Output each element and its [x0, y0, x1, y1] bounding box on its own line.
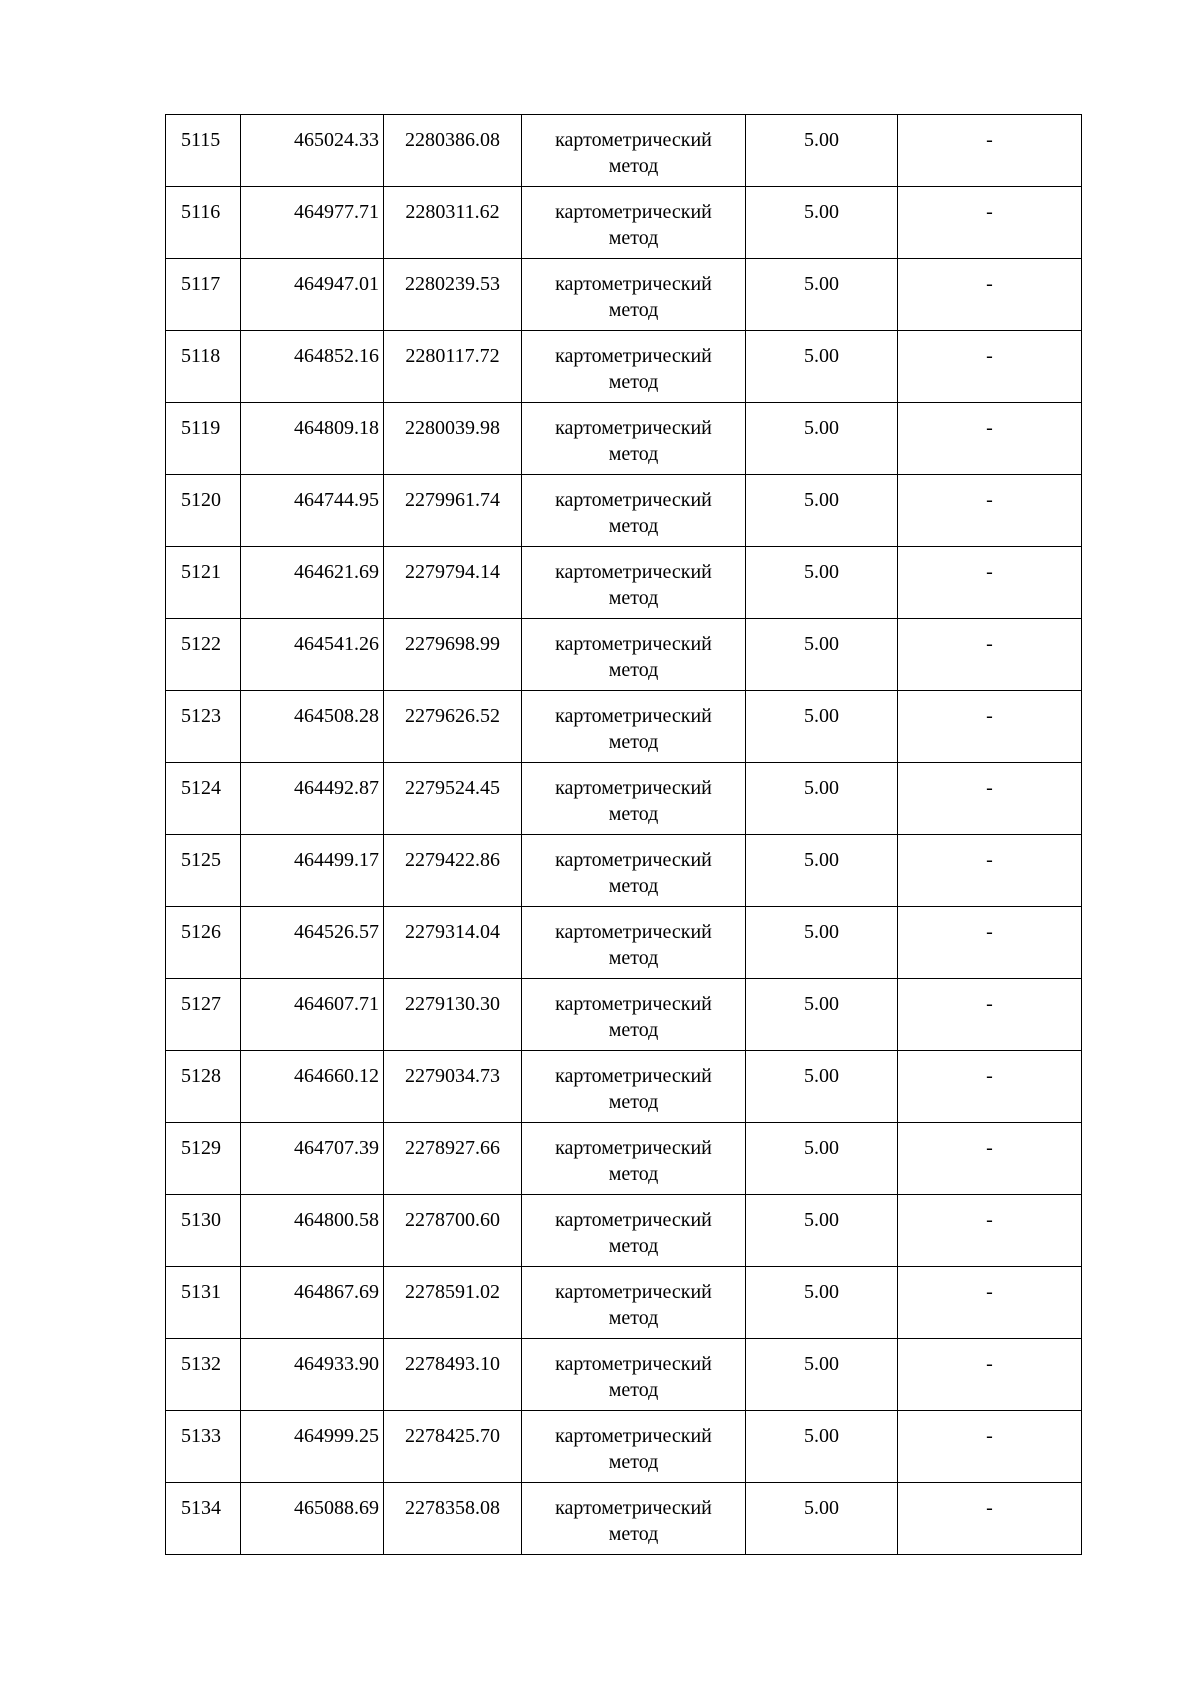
note-cell: -	[898, 1339, 1082, 1411]
accuracy-cell: 5.00	[746, 1267, 898, 1339]
x-coordinate-cell: 464508.28	[241, 691, 384, 763]
method-cell	[522, 1339, 746, 1411]
accuracy-cell: 5.00	[746, 763, 898, 835]
table-row	[166, 835, 1082, 907]
y-coordinate-cell: 2279698.99	[384, 619, 522, 691]
method-cell	[522, 403, 746, 475]
x-coordinate-cell: 464867.69	[241, 1267, 384, 1339]
x-coordinate-cell: 464947.01	[241, 259, 384, 331]
x-coordinate-cell: 464933.90	[241, 1339, 384, 1411]
y-coordinate-cell: 2278493.10	[384, 1339, 522, 1411]
method-cell	[522, 1123, 746, 1195]
note-cell: -	[898, 547, 1082, 619]
point-number-cell: 5125	[166, 835, 241, 907]
table-row	[166, 1411, 1082, 1483]
accuracy-cell: 5.00	[746, 1339, 898, 1411]
table-row	[166, 979, 1082, 1051]
table-row	[166, 187, 1082, 259]
y-coordinate-cell: 2279314.04	[384, 907, 522, 979]
note-cell: -	[898, 115, 1082, 187]
point-number-cell: 5123	[166, 691, 241, 763]
table-row	[166, 1267, 1082, 1339]
y-coordinate-cell: 2278358.08	[384, 1483, 522, 1555]
method-text-line1: картометрический	[555, 417, 712, 439]
y-coordinate-cell: 2278591.02	[384, 1267, 522, 1339]
method-text-line1: картометрический	[555, 921, 712, 943]
y-coordinate-cell: 2279130.30	[384, 979, 522, 1051]
note-cell: -	[898, 1195, 1082, 1267]
note-cell: -	[898, 1123, 1082, 1195]
x-coordinate-cell: 464707.39	[241, 1123, 384, 1195]
point-number-cell: 5119	[166, 403, 241, 475]
method-text-line2: метод	[608, 1091, 659, 1113]
point-number-cell: 5130	[166, 1195, 241, 1267]
x-coordinate-cell: 464526.57	[241, 907, 384, 979]
accuracy-cell: 5.00	[746, 187, 898, 259]
y-coordinate-cell: 2279524.45	[384, 763, 522, 835]
accuracy-cell: 5.00	[746, 1195, 898, 1267]
note-cell: -	[898, 1051, 1082, 1123]
method-cell	[522, 1483, 746, 1555]
method-cell	[522, 979, 746, 1051]
table-row	[166, 1123, 1082, 1195]
method-text-line2: метод	[608, 875, 659, 897]
note-cell: -	[898, 1267, 1082, 1339]
note-cell: -	[898, 979, 1082, 1051]
method-cell	[522, 691, 746, 763]
note-cell: -	[898, 763, 1082, 835]
note-cell: -	[898, 403, 1082, 475]
method-text-line1: картометрический	[555, 1137, 712, 1159]
method-text-line1: картометрический	[555, 777, 712, 799]
point-number-cell: 5133	[166, 1411, 241, 1483]
method-cell	[522, 907, 746, 979]
method-cell	[522, 115, 746, 187]
method-text-line2: метод	[608, 1019, 659, 1041]
x-coordinate-cell: 464800.58	[241, 1195, 384, 1267]
x-coordinate-cell: 464977.71	[241, 187, 384, 259]
method-text-line2: метод	[608, 587, 659, 609]
note-cell: -	[898, 187, 1082, 259]
accuracy-cell: 5.00	[746, 1051, 898, 1123]
accuracy-cell: 5.00	[746, 475, 898, 547]
table-row	[166, 547, 1082, 619]
method-cell	[522, 1051, 746, 1123]
method-text-line2: метод	[608, 1523, 659, 1545]
method-cell	[522, 331, 746, 403]
accuracy-cell: 5.00	[746, 331, 898, 403]
accuracy-cell: 5.00	[746, 1411, 898, 1483]
point-number-cell: 5124	[166, 763, 241, 835]
table-row	[166, 403, 1082, 475]
point-number-cell: 5115	[166, 115, 241, 187]
table-row	[166, 259, 1082, 331]
method-cell	[522, 1411, 746, 1483]
method-text-line2: метод	[608, 1451, 659, 1473]
method-cell	[522, 475, 746, 547]
y-coordinate-cell: 2278927.66	[384, 1123, 522, 1195]
method-text-line2: метод	[608, 1163, 659, 1185]
note-cell: -	[898, 619, 1082, 691]
method-cell	[522, 835, 746, 907]
method-text-line1: картометрический	[555, 1497, 712, 1519]
y-coordinate-cell: 2280386.08	[384, 115, 522, 187]
y-coordinate-cell: 2280311.62	[384, 187, 522, 259]
table-row	[166, 475, 1082, 547]
y-coordinate-cell: 2279422.86	[384, 835, 522, 907]
point-number-cell: 5131	[166, 1267, 241, 1339]
x-coordinate-cell: 465024.33	[241, 115, 384, 187]
table-row	[166, 763, 1082, 835]
accuracy-cell: 5.00	[746, 1483, 898, 1555]
accuracy-cell: 5.00	[746, 1123, 898, 1195]
method-text-line2: метод	[608, 155, 659, 177]
method-text-line1: картометрический	[555, 345, 712, 367]
point-number-cell: 5118	[166, 331, 241, 403]
note-cell: -	[898, 1483, 1082, 1555]
method-cell	[522, 1195, 746, 1267]
table-row	[166, 1051, 1082, 1123]
y-coordinate-cell: 2280239.53	[384, 259, 522, 331]
coordinates-table-body	[166, 115, 1082, 1555]
point-number-cell: 5120	[166, 475, 241, 547]
table-row	[166, 619, 1082, 691]
y-coordinate-cell: 2278700.60	[384, 1195, 522, 1267]
method-text-line1: картометрический	[555, 489, 712, 511]
accuracy-cell: 5.00	[746, 979, 898, 1051]
table-row	[166, 691, 1082, 763]
point-number-cell: 5127	[166, 979, 241, 1051]
method-text-line1: картометрический	[555, 1209, 712, 1231]
accuracy-cell: 5.00	[746, 403, 898, 475]
note-cell: -	[898, 907, 1082, 979]
method-text-line1: картометрический	[555, 1065, 712, 1087]
method-text-line1: картометрический	[555, 561, 712, 583]
method-cell	[522, 1267, 746, 1339]
accuracy-cell: 5.00	[746, 691, 898, 763]
method-text-line2: метод	[608, 371, 659, 393]
note-cell: -	[898, 475, 1082, 547]
y-coordinate-cell: 2280117.72	[384, 331, 522, 403]
method-text-line2: метод	[608, 515, 659, 537]
y-coordinate-cell: 2279034.73	[384, 1051, 522, 1123]
table-row	[166, 331, 1082, 403]
x-coordinate-cell: 464499.17	[241, 835, 384, 907]
method-text-line1: картометрический	[555, 993, 712, 1015]
note-cell: -	[898, 1411, 1082, 1483]
table-row	[166, 907, 1082, 979]
method-cell	[522, 763, 746, 835]
accuracy-cell: 5.00	[746, 259, 898, 331]
method-text-line1: картометрический	[555, 1353, 712, 1375]
point-number-cell: 5134	[166, 1483, 241, 1555]
method-cell	[522, 547, 746, 619]
point-number-cell: 5117	[166, 259, 241, 331]
x-coordinate-cell: 465088.69	[241, 1483, 384, 1555]
x-coordinate-cell: 464621.69	[241, 547, 384, 619]
method-text-line2: метод	[608, 443, 659, 465]
method-text-line2: метод	[608, 659, 659, 681]
point-number-cell: 5126	[166, 907, 241, 979]
method-cell	[522, 619, 746, 691]
method-text-line1: картометрический	[555, 201, 712, 223]
method-text-line1: картометрический	[555, 633, 712, 655]
y-coordinate-cell: 2278425.70	[384, 1411, 522, 1483]
x-coordinate-cell: 464541.26	[241, 619, 384, 691]
point-number-cell: 5122	[166, 619, 241, 691]
method-text-line1: картометрический	[555, 1425, 712, 1447]
note-cell: -	[898, 691, 1082, 763]
y-coordinate-cell: 2279794.14	[384, 547, 522, 619]
accuracy-cell: 5.00	[746, 835, 898, 907]
method-text-line2: метод	[608, 731, 659, 753]
method-cell	[522, 259, 746, 331]
method-text-line2: метод	[608, 227, 659, 249]
x-coordinate-cell: 464809.18	[241, 403, 384, 475]
method-text-line1: картометрический	[555, 129, 712, 151]
method-text-line2: метод	[608, 947, 659, 969]
method-cell	[522, 187, 746, 259]
table-row	[166, 1483, 1082, 1555]
method-text-line1: картометрический	[555, 705, 712, 727]
x-coordinate-cell: 464492.87	[241, 763, 384, 835]
y-coordinate-cell: 2279626.52	[384, 691, 522, 763]
point-number-cell: 5128	[166, 1051, 241, 1123]
point-number-cell: 5129	[166, 1123, 241, 1195]
coordinates-table	[165, 114, 1082, 1555]
accuracy-cell: 5.00	[746, 619, 898, 691]
note-cell: -	[898, 331, 1082, 403]
accuracy-cell: 5.00	[746, 115, 898, 187]
method-text-line2: метод	[608, 1379, 659, 1401]
method-text-line2: метод	[608, 803, 659, 825]
method-text-line1: картометрический	[555, 273, 712, 295]
method-text-line1: картометрический	[555, 1281, 712, 1303]
y-coordinate-cell: 2279961.74	[384, 475, 522, 547]
method-text-line1: картометрический	[555, 849, 712, 871]
point-number-cell: 5121	[166, 547, 241, 619]
accuracy-cell: 5.00	[746, 907, 898, 979]
x-coordinate-cell: 464607.71	[241, 979, 384, 1051]
x-coordinate-cell: 464744.95	[241, 475, 384, 547]
y-coordinate-cell: 2280039.98	[384, 403, 522, 475]
note-cell: -	[898, 259, 1082, 331]
table-row	[166, 1339, 1082, 1411]
accuracy-cell: 5.00	[746, 547, 898, 619]
method-text-line2: метод	[608, 1307, 659, 1329]
table-row	[166, 1195, 1082, 1267]
method-text-line2: метод	[608, 299, 659, 321]
method-text-line2: метод	[608, 1235, 659, 1257]
x-coordinate-cell: 464852.16	[241, 331, 384, 403]
table-row	[166, 115, 1082, 187]
note-cell: -	[898, 835, 1082, 907]
x-coordinate-cell: 464999.25	[241, 1411, 384, 1483]
x-coordinate-cell: 464660.12	[241, 1051, 384, 1123]
point-number-cell: 5132	[166, 1339, 241, 1411]
point-number-cell: 5116	[166, 187, 241, 259]
